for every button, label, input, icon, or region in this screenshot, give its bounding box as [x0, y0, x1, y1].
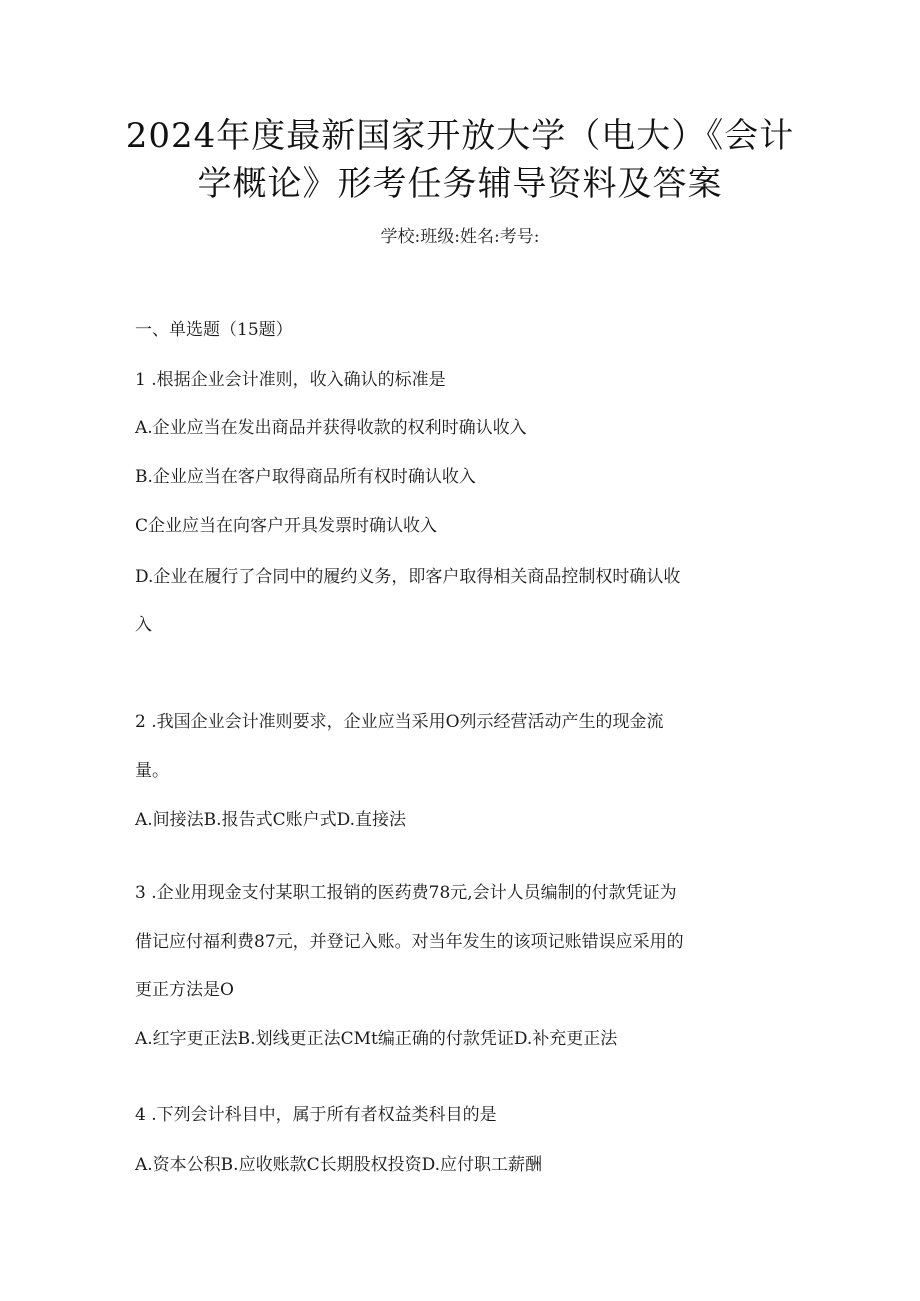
question-2-stem-line-1: 2 .我国企业会计准则要求，企业应当采用O列示经营活动产生的现金流	[135, 712, 664, 732]
question-1-option-b: B.企业应当在客户取得商品所有权时确认收入	[135, 467, 476, 487]
document-title-line-1: 2024年度最新国家开放大学（电大）《会计	[125, 116, 795, 156]
question-3-stem-line-1: 3 .企业用现金支付某职工报销的医药费78元,会计人员编制的付款凭证为	[135, 883, 677, 903]
question-3-stem-line-3: 更正方法是O	[135, 980, 234, 1000]
section-heading: 一、单选题（15题）	[135, 320, 293, 340]
question-4-options: A.资本公积B.应收账款C长期股权投资D.应付职工薪酬	[135, 1155, 543, 1175]
student-info-line: 学校:班级:姓名:考号:	[380, 227, 540, 247]
question-4-stem: 4 .下列会计科目中，属于所有者权益类科目的是	[135, 1105, 497, 1125]
question-1-option-a: A.企业应当在发出商品并获得收款的权利时确认收入	[135, 418, 527, 438]
question-2-options: A.间接法B.报告式C账户式D.直接法	[135, 810, 407, 830]
question-1-option-d: D.企业在履行了合同中的履约义务，即客户取得相关商品控制权时确认收	[135, 567, 681, 587]
question-1-option-d-continued: 入	[135, 615, 152, 635]
document-title-line-2: 学概论》形考任务辅导资料及答案	[197, 164, 723, 204]
question-1-stem: 1 .根据企业会计准则，收入确认的标准是	[135, 370, 446, 390]
question-3-stem-line-2: 借记应付福利费87元，并登记入账。对当年发生的该项记账错误应采用的	[135, 932, 684, 952]
document-title	[60, 112, 860, 208]
question-3-options: A.红字更正法B.划线更正法CMt编正确的付款凭证D.补充更正法	[135, 1029, 618, 1049]
question-1-option-c: C企业应当在向客户开具发票时确认收入	[135, 516, 438, 536]
question-2-stem-line-2: 量。	[135, 761, 169, 781]
